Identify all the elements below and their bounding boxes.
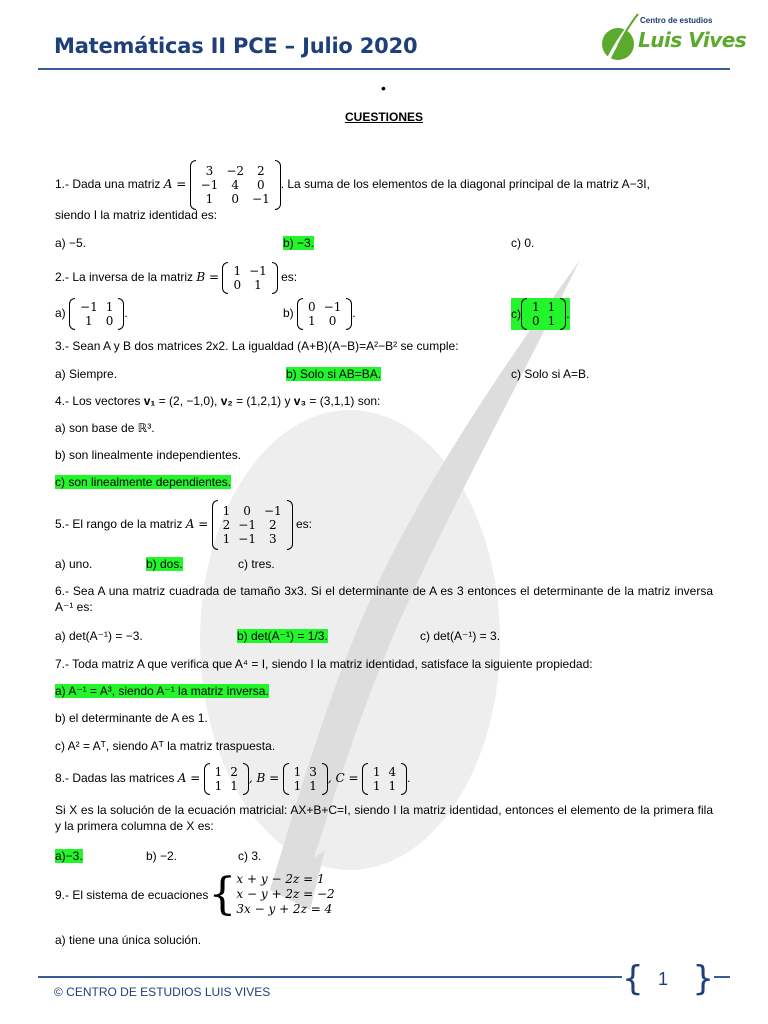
bullet: • (381, 80, 386, 96)
matrix-cell: 1 (254, 278, 262, 292)
q5-text-after: es: (292, 517, 313, 532)
matrix-cell: 1 (233, 264, 242, 278)
matrix-cell: −1 (238, 532, 256, 546)
q2-intro: 2.- La inversa de la matriz (55, 270, 197, 285)
question-9-statement (55, 868, 335, 920)
q8-option-a-text: a)−3. (55, 849, 83, 863)
q6-option-b-text: b) det(A⁻¹) = 1/3. (237, 629, 328, 643)
q1-option-c: c) 0. (511, 236, 535, 250)
q2-option-c (511, 298, 570, 330)
matrix-cell: 1 (532, 300, 540, 314)
question-2-statement (55, 262, 297, 294)
section-title: CUESTIONES (344, 110, 423, 124)
matrix-cell: 1 (372, 765, 381, 779)
q4-v2-val: = (1,2,1) y (232, 394, 294, 408)
matrix-cell: 1 (205, 192, 214, 206)
q8-var-c: , C = (327, 771, 359, 786)
matrix-cell: 0 (231, 192, 239, 206)
q5-intro: 5.- El rango de la matriz (55, 517, 186, 532)
q4-v3: v₃ (293, 394, 307, 408)
q8-matrix-c (362, 763, 407, 795)
matrix-cell: −1 (80, 300, 98, 314)
question-7-statement: 7.- Toda matriz A que verifica que A⁴ = I, siendo I la matriz identidad, satisface la siguiente propiedad: (55, 657, 593, 671)
question-8-text: Si X es la solución de la ecuación matricial: AX+B+C=I, siendo I la matriz identidad, entonces el elemento de la primera fila y la primera columna de X es: (55, 803, 713, 833)
matrix-cell: 1 (293, 765, 302, 779)
q4-option-c (55, 474, 231, 490)
q4-v1-val: = (2, −1,0), (155, 394, 221, 408)
q4-option-b: b) son linealmente independientes. (55, 448, 242, 462)
matrix-cell: −1 (323, 300, 342, 314)
q2-option-c-matrix (521, 298, 566, 330)
matrix-cell: −1 (238, 518, 256, 532)
matrix-cell: 3 (269, 532, 277, 546)
q2-text-after: es: (277, 270, 298, 285)
q5-option-b (146, 556, 183, 572)
matrix-grid (229, 264, 270, 292)
q2-option-c-period: . (566, 307, 570, 321)
q8-matrix-a (204, 763, 249, 795)
matrix-cell: 1 (547, 300, 556, 314)
q5-matrix (212, 500, 293, 550)
q2-option-b-label: b) (283, 306, 298, 321)
logo-name: Luis Vives (638, 28, 747, 52)
q2-option-b-matrix (297, 298, 352, 330)
matrix-cell: 1 (105, 300, 114, 314)
q5-option-b-text: b) dos. (146, 557, 183, 571)
matrix-cell: 0 (233, 278, 242, 292)
matrix-grid (219, 504, 286, 546)
q1-intro: 1.- Dada una matriz (55, 177, 164, 192)
q1-matrix (190, 160, 281, 210)
q3-option-b-text: b) Solo si AB=BA. (286, 367, 382, 381)
q4-v1: v₁ (143, 394, 156, 408)
matrix-cell: 0 (328, 314, 337, 328)
q2-option-a-matrix (69, 298, 124, 330)
q8-option-a (55, 848, 83, 864)
q6-option-a: a) det(A⁻¹) = −3. (55, 629, 143, 643)
q7-option-b: b) el determinante de A es 1. (55, 711, 208, 725)
matrix-grid (76, 300, 117, 328)
matrix-cell: 3 (309, 765, 317, 779)
question-1-statement (55, 160, 650, 210)
logo-mark-icon (598, 12, 642, 66)
matrix-cell: 1 (547, 314, 556, 328)
q7-option-c: c) A² = Aᵀ, siendo Aᵀ la matriz traspuesta. (55, 739, 276, 753)
q1-option-b-text: b) −3. (283, 236, 315, 250)
q1-text-after: . La suma de los elementos de la diagonal principal de la matriz A−3I, (280, 177, 650, 192)
system-brace-icon: { (208, 868, 237, 920)
matrix-cell: 4 (231, 178, 239, 192)
q9-equation-3: 3x − y + 2z = 4 (236, 902, 333, 916)
q2-option-a (55, 298, 128, 330)
q4-v3-val: = (3,1,1) son: (306, 394, 381, 408)
matrix-cell: 1 (214, 779, 223, 793)
q1-option-b (283, 235, 314, 251)
q3-option-a: a) Siempre. (55, 367, 118, 381)
q8-intro: 8.- Dadas las matrices (55, 771, 178, 786)
q4-option-c-text: c) son linealmente dependientes. (55, 475, 232, 489)
question-8-statement (55, 763, 411, 795)
q3-option-c: c) Solo si A=B. (511, 367, 590, 381)
q9-equations (236, 872, 334, 917)
q1-option-a: a) −5. (55, 236, 87, 250)
matrix-cell: 3 (205, 164, 214, 178)
matrix-grid (211, 765, 242, 793)
page-title: Matemáticas II PCE – Julio 2020 (54, 34, 418, 58)
q2-matrix (222, 262, 277, 294)
matrix-cell: 1 (214, 765, 223, 779)
matrix-cell: 1 (309, 779, 317, 793)
matrix-cell: 0 (105, 314, 114, 328)
logo-subtitle: Centro de estudios (640, 16, 713, 25)
question-1-line2: siendo I la matriz identidad es: (55, 208, 218, 222)
matrix-cell: 1 (85, 314, 93, 328)
q8-matrix-b (283, 763, 328, 795)
q3-option-b (286, 366, 381, 382)
matrix-cell: −1 (200, 178, 219, 192)
q9-intro: 9.- El sistema de ecuaciones (55, 887, 209, 902)
matrix-cell: −1 (249, 264, 267, 278)
matrix-cell: 1 (388, 779, 397, 793)
matrix-grid (304, 300, 345, 328)
q9-option-a: a) tiene una única solución. (55, 933, 202, 947)
matrix-grid (528, 300, 559, 328)
q6-option-b (237, 628, 328, 644)
matrix-cell: −1 (263, 504, 282, 518)
q6-option-c: c) det(A⁻¹) = 3. (420, 629, 501, 643)
matrix-grid (290, 765, 321, 793)
bracket-left-icon: { (622, 959, 644, 999)
matrix-cell: 2 (222, 518, 231, 532)
q9-equation-2: x − y + 2z = −2 (236, 887, 335, 901)
matrix-cell: 2 (230, 765, 238, 779)
q2-option-b (283, 298, 356, 330)
matrix-cell: 1 (372, 779, 381, 793)
matrix-grid (197, 164, 274, 206)
matrix-cell: 1 (230, 779, 238, 793)
q2-var: B = (196, 270, 220, 285)
q2-option-c-label: c) (511, 307, 521, 321)
q7-option-a (55, 683, 269, 699)
page-number (622, 960, 714, 998)
matrix-cell: 2 (269, 518, 277, 532)
matrix-grid (369, 765, 400, 793)
q5-var: A = (185, 517, 209, 532)
matrix-cell: 0 (257, 178, 265, 192)
q5-option-c: c) tres. (238, 557, 275, 571)
q8-var-b: , B = (248, 771, 280, 786)
question-6-statement: 6.- Sea A una matriz cuadrada de tamaño 3x3. Si el determinante de A es 3 entonces el determinante de la matriz inversa A⁻¹ es: (55, 584, 713, 614)
question-4-statement (55, 393, 380, 409)
matrix-cell: 0 (532, 314, 540, 328)
matrix-cell: −2 (226, 164, 245, 178)
q5-option-a: a) uno. (55, 557, 93, 571)
q4-option-a: a) son base de ℝ³. (55, 421, 155, 435)
matrix-cell: 0 (308, 300, 316, 314)
q8-option-c: c) 3. (238, 849, 262, 863)
q2-option-b-period: . (352, 306, 356, 321)
q4-v2: v₂ (220, 394, 233, 408)
matrix-cell: 1 (222, 504, 231, 518)
q8-period: . (407, 771, 411, 786)
matrix-cell: 2 (257, 164, 265, 178)
q9-equation-1: x + y − 2z = 1 (236, 872, 325, 886)
matrix-cell: −1 (252, 192, 270, 206)
q8-var-a: A = (177, 771, 201, 786)
question-5-statement (55, 500, 312, 550)
matrix-cell: 4 (388, 765, 397, 779)
footer-copyright: © CENTRO DE ESTUDIOS LUIS VIVES (54, 985, 271, 999)
matrix-cell: 0 (243, 504, 251, 518)
matrix-cell: 1 (222, 532, 231, 546)
page-number-value: 1 (658, 969, 669, 989)
q1-var: A = (163, 177, 187, 192)
q8-option-b: b) −2. (146, 849, 178, 863)
q7-option-a-text: a) A⁻¹ = A³, siendo A⁻¹ la matriz inversa. (55, 684, 269, 698)
header-divider (38, 68, 730, 70)
question-3-statement: 3.- Sean A y B dos matrices 2x2. La igualdad (A+B)(A−B)=A²−B² se cumple: (55, 339, 459, 353)
matrix-cell: 1 (308, 314, 316, 328)
q4-intro: 4.- Los vectores (55, 394, 144, 408)
brand-logo (598, 12, 747, 66)
q2-option-a-label: a) (55, 306, 70, 321)
q2-option-a-period: . (124, 306, 128, 321)
matrix-cell: 1 (293, 779, 302, 793)
bracket-right-icon: } (692, 959, 714, 999)
